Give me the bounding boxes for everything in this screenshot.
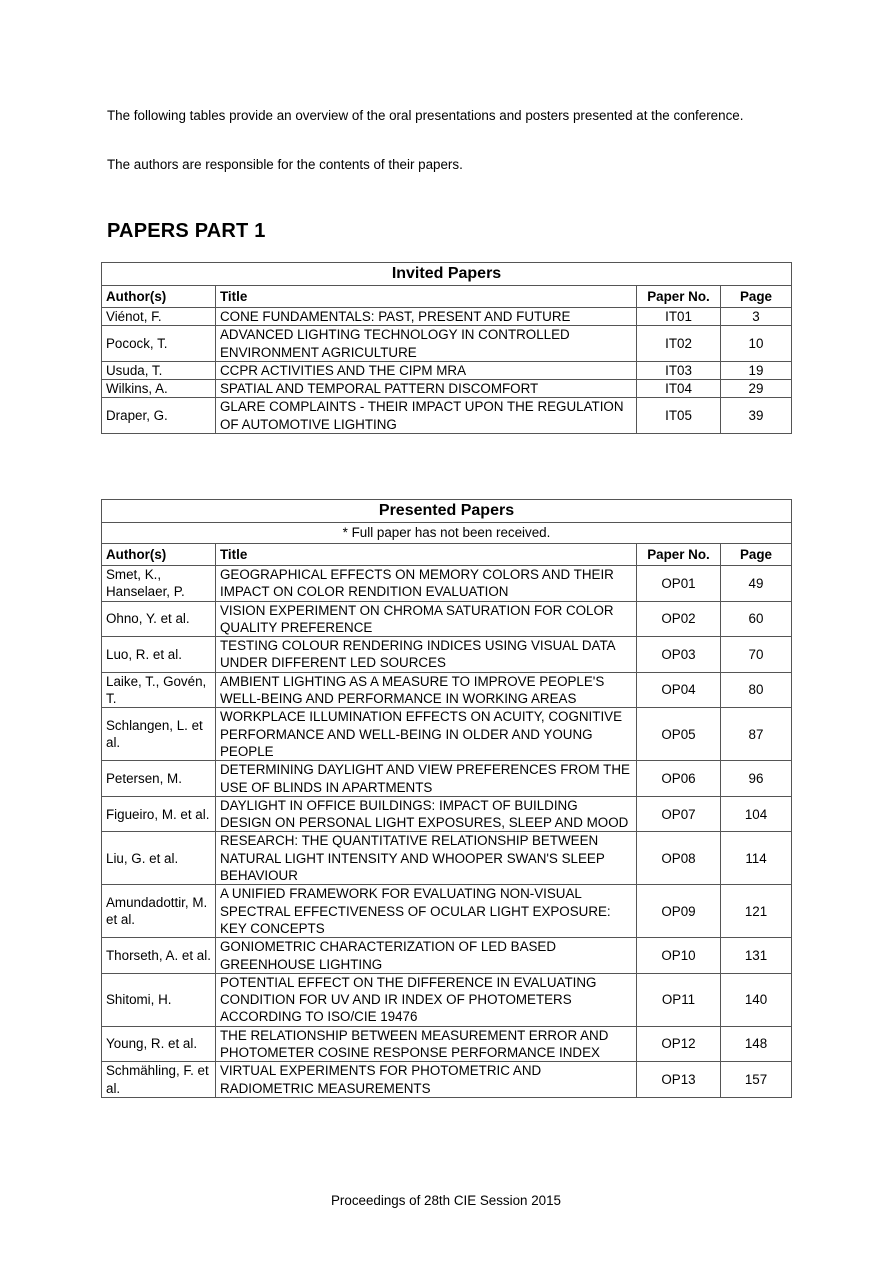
page-footer: Proceedings of 28th CIE Session 2015	[330, 1193, 562, 1208]
author-cell: Ohno, Y. et al.	[102, 601, 216, 637]
title-cell: WORKPLACE ILLUMINATION EFFECTS ON ACUITY, COGNITIVE PERFORMANCE AND WELL-BEING IN OLDER AND YOUNG PEOPLE	[216, 708, 637, 761]
author-cell: Usuda, T.	[102, 361, 216, 379]
title-cell: CCPR ACTIVITIES AND THE CIPM MRA	[216, 361, 637, 379]
author-cell: Pocock, T.	[102, 326, 216, 362]
table-row	[102, 637, 792, 673]
section-title: PAPERS PART 1	[107, 220, 266, 242]
page-cell: 140	[721, 973, 792, 1026]
page-cell: 96	[721, 761, 792, 797]
table-row	[102, 938, 792, 974]
title-cell: SPATIAL AND TEMPORAL PATTERN DISCOMFORT	[216, 380, 637, 398]
page-cell: 19	[721, 361, 792, 379]
invited-papers-caption: Invited Papers	[102, 263, 792, 286]
author-cell: Young, R. et al.	[102, 1026, 216, 1062]
author-cell: Wilkins, A.	[102, 380, 216, 398]
paper-no-cell: OP06	[637, 761, 721, 797]
intro-paragraph-1: The following tables provide an overview of the oral presentations and posters presented at the conference.	[107, 108, 744, 123]
table-row	[102, 566, 792, 602]
page-cell: 10	[721, 326, 792, 362]
author-cell: Schmähling, F. et al.	[102, 1062, 216, 1098]
table-row	[102, 398, 792, 434]
page-cell: 39	[721, 398, 792, 434]
author-cell: Smet, K., Hanselaer, P.	[102, 566, 216, 602]
table-row	[102, 973, 792, 1026]
table-row	[102, 361, 792, 379]
paper-no-cell: OP03	[637, 637, 721, 673]
title-cell: AMBIENT LIGHTING AS A MEASURE TO IMPROVE PEOPLE'S WELL-BEING AND PERFORMANCE IN WORKING AREAS	[216, 672, 637, 708]
col-header-title: Title	[216, 544, 637, 566]
table-row	[102, 796, 792, 832]
presented-papers-table	[101, 499, 792, 1098]
author-cell: Figueiro, M. et al.	[102, 796, 216, 832]
paper-no-cell: OP09	[637, 885, 721, 938]
paper-no-cell: IT03	[637, 361, 721, 379]
title-cell: DAYLIGHT IN OFFICE BUILDINGS: IMPACT OF BUILDING DESIGN ON PERSONAL LIGHT EXPOSURES, SLEEP AND MOOD	[216, 796, 637, 832]
table-row	[102, 380, 792, 398]
paper-no-cell: IT01	[637, 308, 721, 326]
table-row	[102, 708, 792, 761]
title-cell: VIRTUAL EXPERIMENTS FOR PHOTOMETRIC AND RADIOMETRIC MEASUREMENTS	[216, 1062, 637, 1098]
author-cell: Luo, R. et al.	[102, 637, 216, 673]
page-cell: 80	[721, 672, 792, 708]
paper-no-cell: OP04	[637, 672, 721, 708]
paper-no-cell: IT02	[637, 326, 721, 362]
author-cell: Petersen, M.	[102, 761, 216, 797]
paper-no-cell: OP07	[637, 796, 721, 832]
table-row	[102, 308, 792, 326]
table-row	[102, 601, 792, 637]
author-cell: Thorseth, A. et al.	[102, 938, 216, 974]
col-header-page: Page	[721, 286, 792, 308]
table-row	[102, 1026, 792, 1062]
title-cell: TESTING COLOUR RENDERING INDICES USING VISUAL DATA UNDER DIFFERENT LED SOURCES	[216, 637, 637, 673]
page-cell: 70	[721, 637, 792, 673]
col-header-paper-no: Paper No.	[637, 544, 721, 566]
col-header-author: Author(s)	[102, 544, 216, 566]
paper-no-cell: OP11	[637, 973, 721, 1026]
page-cell: 29	[721, 380, 792, 398]
paper-no-cell: IT05	[637, 398, 721, 434]
paper-no-cell: OP10	[637, 938, 721, 974]
paper-no-cell: OP05	[637, 708, 721, 761]
page-cell: 148	[721, 1026, 792, 1062]
table-row	[102, 885, 792, 938]
table-row	[102, 1062, 792, 1098]
page-cell: 60	[721, 601, 792, 637]
page-cell: 3	[721, 308, 792, 326]
title-cell: GLARE COMPLAINTS - THEIR IMPACT UPON THE REGULATION OF AUTOMOTIVE LIGHTING	[216, 398, 637, 434]
col-header-paper-no: Paper No.	[637, 286, 721, 308]
col-header-title: Title	[216, 286, 637, 308]
page-cell: 121	[721, 885, 792, 938]
title-cell: GEOGRAPHICAL EFFECTS ON MEMORY COLORS AND THEIR IMPACT ON COLOR RENDITION EVALUATION	[216, 566, 637, 602]
author-cell: Laike, T., Govén, T.	[102, 672, 216, 708]
title-cell: CONE FUNDAMENTALS: PAST, PRESENT AND FUTURE	[216, 308, 637, 326]
page-cell: 157	[721, 1062, 792, 1098]
paper-no-cell: OP02	[637, 601, 721, 637]
invited-papers-table	[101, 262, 792, 434]
intro-paragraph-2: The authors are responsible for the contents of their papers.	[107, 157, 463, 172]
author-cell: Shitomi, H.	[102, 973, 216, 1026]
page-cell: 131	[721, 938, 792, 974]
col-header-author: Author(s)	[102, 286, 216, 308]
author-cell: Amundadottir, M. et al.	[102, 885, 216, 938]
title-cell: RESEARCH: THE QUANTITATIVE RELATIONSHIP BETWEEN NATURAL LIGHT INTENSITY AND WHOOPER SWAN'S SLEEP BEHAVIOUR	[216, 832, 637, 885]
table-row	[102, 672, 792, 708]
page-cell: 49	[721, 566, 792, 602]
invited-header-row	[102, 286, 792, 308]
title-cell: DETERMINING DAYLIGHT AND VIEW PREFERENCES FROM THE USE OF BLINDS IN APARTMENTS	[216, 761, 637, 797]
col-header-page: Page	[721, 544, 792, 566]
paper-no-cell: OP01	[637, 566, 721, 602]
page-cell: 114	[721, 832, 792, 885]
presented-papers-caption: Presented Papers	[102, 500, 792, 523]
table-row	[102, 326, 792, 362]
author-cell: Schlangen, L. et al.	[102, 708, 216, 761]
paper-no-cell: OP13	[637, 1062, 721, 1098]
author-cell: Draper, G.	[102, 398, 216, 434]
title-cell: GONIOMETRIC CHARACTERIZATION OF LED BASED GREENHOUSE LIGHTING	[216, 938, 637, 974]
page-cell: 104	[721, 796, 792, 832]
title-cell: ADVANCED LIGHTING TECHNOLOGY IN CONTROLLED ENVIRONMENT AGRICULTURE	[216, 326, 637, 362]
author-cell: Liu, G. et al.	[102, 832, 216, 885]
author-cell: Viénot, F.	[102, 308, 216, 326]
page-cell: 87	[721, 708, 792, 761]
title-cell: VISION EXPERIMENT ON CHROMA SATURATION FOR COLOR QUALITY PREFERENCE	[216, 601, 637, 637]
title-cell: THE RELATIONSHIP BETWEEN MEASUREMENT ERROR AND PHOTOMETER COSINE RESPONSE PERFORMANCE INDEX	[216, 1026, 637, 1062]
paper-no-cell: IT04	[637, 380, 721, 398]
table-row	[102, 832, 792, 885]
paper-no-cell: OP08	[637, 832, 721, 885]
presented-papers-note: * Full paper has not been received.	[102, 523, 792, 544]
title-cell: A UNIFIED FRAMEWORK FOR EVALUATING NON-VISUAL SPECTRAL EFFECTIVENESS OF OCULAR LIGHT EXPOSURE: KEY CONCEPTS	[216, 885, 637, 938]
paper-no-cell: OP12	[637, 1026, 721, 1062]
presented-header-row	[102, 544, 792, 566]
title-cell: POTENTIAL EFFECT ON THE DIFFERENCE IN EVALUATING CONDITION FOR UV AND IR INDEX OF PHOTOMETERS ACCORDING TO ISO/CIE 19476	[216, 973, 637, 1026]
table-row	[102, 761, 792, 797]
